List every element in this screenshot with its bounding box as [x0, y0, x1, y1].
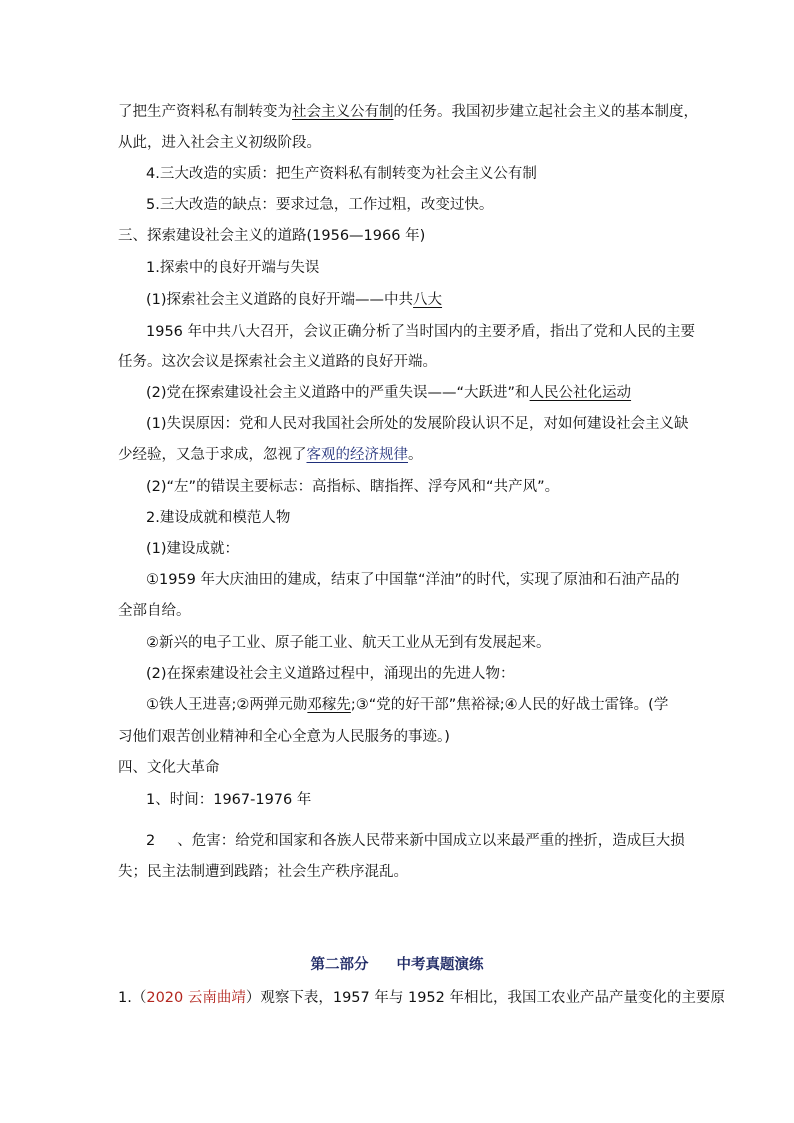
paragraph-line	[146, 383, 631, 403]
paragraph-line: 习他们艰苦创业精神和全心全意为人民服务的事迹。)	[118, 729, 450, 745]
underlined-term: 人民公社化运动	[529, 385, 632, 401]
question-text: ）观察下表，1957 年与 1952 年相比，我国工农业产品产量变化的主要原	[245, 990, 725, 1006]
paragraph-line: ①1959 年大庆油田的建成，结束了中国靠“洋油”的时代，实现了原油和石油产品的	[146, 572, 680, 588]
text-span: 、危害：给党和国家和各族人民带来新中国成立以来最严重的挫折，造成巨大损	[177, 833, 685, 849]
subheading: 2.建设成就和模范人物	[146, 510, 291, 526]
paragraph-line: 1956 年中共八大召开，会议正确分析了当时国内的主要矛盾，指出了党和人民的主要	[146, 324, 696, 340]
paragraph-line: 1、时间：1967-1976 年	[146, 792, 312, 808]
text-span: 的任务。我国初步建立起社会主义的基本制度，	[393, 104, 698, 120]
text-span: 少经验，又急于求成，忽视了	[118, 447, 307, 463]
paragraph-line: 全部自给。	[118, 603, 191, 619]
part-title: 中考真题演练	[396, 957, 484, 973]
text-span: ①铁人王进喜;②两弹元勋	[146, 697, 308, 713]
paragraph-line: 任务。这次会议是探索社会主义道路的良好开端。	[118, 354, 437, 370]
text-span: (1)探索社会主义道路的良好开端——中共	[146, 292, 414, 308]
underlined-term: 八大	[413, 292, 443, 308]
paragraph-line: ②新兴的电子工业、原子能工业、航天工业从无到有发展起来。	[146, 635, 551, 651]
paragraph-line: (1)建设成就：	[146, 541, 240, 557]
section-heading-3: 三、探索建设社会主义的道路(1956—1966 年)	[118, 228, 426, 244]
text-span: ;③“党的好干部”焦裕禄;④人民的好战士雷锋。(学	[350, 697, 669, 713]
text-span: 了把生产资料私有制转变为	[118, 104, 292, 120]
paragraph-line	[146, 290, 442, 310]
question-line	[118, 988, 725, 1008]
paragraph-line	[146, 695, 668, 715]
paragraph-line	[118, 102, 698, 122]
paragraph-line	[118, 445, 423, 465]
question-number: 1.（	[118, 990, 147, 1006]
paragraph-line: (2)在探索建设社会主义道路过程中，涌现出的先进人物：	[146, 666, 515, 682]
paragraph-line: (1)失误原因：党和人民对我国社会所处的发展阶段认识不足，对如何建设社会主义缺	[146, 416, 689, 432]
subheading: 1.探索中的良好开端与失误	[146, 260, 320, 276]
paragraph-line	[146, 831, 685, 851]
text-span: (2)党在探索建设社会主义道路中的严重失误——“大跃进”和	[146, 385, 530, 401]
underlined-term: 客观的经济规律	[306, 447, 408, 463]
list-number: 2	[146, 833, 156, 849]
question-source: 2020 云南曲靖	[146, 990, 246, 1006]
text-span: 。	[408, 447, 423, 463]
part-heading	[0, 955, 794, 975]
section-heading-4: 四、文化大革命	[118, 760, 220, 776]
paragraph-line: 从此，进入社会主义初级阶段。	[118, 135, 321, 151]
underlined-term: 邓稼先	[307, 697, 351, 713]
paragraph-line: 5.三大改造的缺点：要求过急，工作过粗，改变过快。	[146, 197, 494, 213]
part-label: 第二部分	[310, 957, 369, 973]
paragraph-line: 4.三大改造的实质：把生产资料私有制转变为社会主义公有制	[146, 166, 537, 182]
paragraph-line: 失；民主法制遭到践踏；社会生产秩序混乱。	[118, 864, 408, 880]
underlined-term: 社会主义公有制	[292, 104, 394, 120]
paragraph-line: (2)“左”的错误主要标志：高指标、瞎指挥、浮夸风和“共产风”。	[146, 479, 560, 495]
